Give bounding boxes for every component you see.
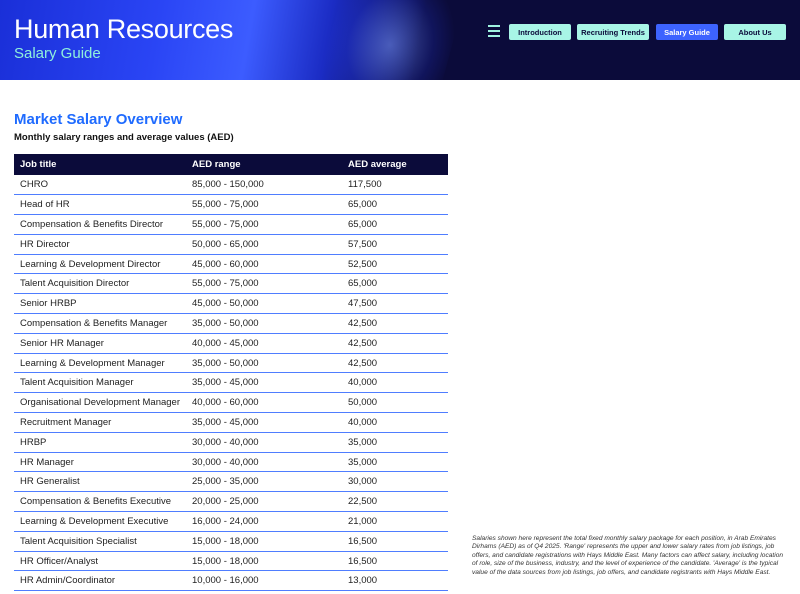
aed-range-cell: 35,000 - 45,000 xyxy=(186,413,342,433)
aed-average-cell: 47,500 xyxy=(342,294,448,314)
aed-range-cell: 35,000 - 50,000 xyxy=(186,314,342,334)
aed-range-cell: 40,000 - 60,000 xyxy=(186,393,342,413)
table-header-row xyxy=(14,154,448,175)
aed-average-cell: 40,000 xyxy=(342,373,448,393)
table-row xyxy=(14,472,448,492)
salary-footnote: Salaries shown here represent the total fixed monthly salary package for each position, in Arab Emirates Dirhams (AED) as of Q4 2025. 'Range' represents the upper and lower salary rates from job listings, job offers, and candidate registrations with Hays Middle East. Many factors can affect salary, including location of role, size of the business, industry, and the level of experience of the candidate. 'Average' is the typical value of the data sources from job listings, job offers, and candidate registrants with Hays Middle East. xyxy=(472,535,784,576)
aed-average-cell: 35,000 xyxy=(342,432,448,452)
table-row xyxy=(14,571,448,591)
table-row xyxy=(14,531,448,551)
aed-range-cell: 40,000 - 45,000 xyxy=(186,333,342,353)
aed-range-cell: 10,000 - 16,000 xyxy=(186,571,342,591)
aed-range-cell: 30,000 - 40,000 xyxy=(186,432,342,452)
aed-range-cell: 35,000 - 45,000 xyxy=(186,373,342,393)
nav-salary-guide-button[interactable]: Salary Guide xyxy=(656,24,718,40)
job-title-cell: Organisational Development Manager xyxy=(14,393,186,413)
aed-range-cell: 35,000 - 50,000 xyxy=(186,353,342,373)
job-title-cell: Talent Acquisition Specialist xyxy=(14,531,186,551)
job-title-cell: Compensation & Benefits Director xyxy=(14,215,186,235)
job-title-cell: HR Manager xyxy=(14,452,186,472)
aed-range-cell: 45,000 - 60,000 xyxy=(186,254,342,274)
aed-average-cell: 21,000 xyxy=(342,512,448,532)
aed-average-cell: 117,500 xyxy=(342,175,448,195)
section-title: Market Salary Overview xyxy=(14,111,183,128)
job-title-cell: Head of HR xyxy=(14,195,186,215)
job-title-cell: HR Officer/Analyst xyxy=(14,551,186,571)
job-title-cell: Talent Acquisition Manager xyxy=(14,373,186,393)
table-row xyxy=(14,195,448,215)
aed-range-cell: 25,000 - 35,000 xyxy=(186,472,342,492)
aed-range-cell: 16,000 - 24,000 xyxy=(186,512,342,532)
aed-range-cell: 15,000 - 18,000 xyxy=(186,551,342,571)
table-row xyxy=(14,452,448,472)
aed-average-cell: 57,500 xyxy=(342,234,448,254)
table-row xyxy=(14,373,448,393)
table-row xyxy=(14,353,448,373)
table-row xyxy=(14,512,448,532)
aed-range-cell: 55,000 - 75,000 xyxy=(186,195,342,215)
column-header-aed-range: AED range xyxy=(186,154,342,175)
table-row xyxy=(14,254,448,274)
aed-range-cell: 45,000 - 50,000 xyxy=(186,294,342,314)
aed-range-cell: 55,000 - 75,000 xyxy=(186,215,342,235)
table-row xyxy=(14,432,448,452)
job-title-cell: HR Director xyxy=(14,234,186,254)
job-title-cell: Recruitment Manager xyxy=(14,413,186,433)
section-subtitle: Monthly salary ranges and average values (AED) xyxy=(14,132,234,143)
table-row xyxy=(14,294,448,314)
table-row xyxy=(14,274,448,294)
aed-average-cell: 52,500 xyxy=(342,254,448,274)
header-glow-graphic xyxy=(313,0,468,80)
table-row xyxy=(14,393,448,413)
aed-average-cell: 65,000 xyxy=(342,274,448,294)
aed-average-cell: 42,500 xyxy=(342,353,448,373)
aed-average-cell: 13,000 xyxy=(342,571,448,591)
aed-range-cell: 50,000 - 65,000 xyxy=(186,234,342,254)
aed-range-cell: 15,000 - 18,000 xyxy=(186,531,342,551)
aed-range-cell: 55,000 - 75,000 xyxy=(186,274,342,294)
job-title-cell: HRBP xyxy=(14,432,186,452)
column-header-job-title: Job title xyxy=(14,154,186,175)
table-row xyxy=(14,175,448,195)
table-row xyxy=(14,492,448,512)
aed-average-cell: 22,500 xyxy=(342,492,448,512)
table-row xyxy=(14,551,448,571)
aed-average-cell: 65,000 xyxy=(342,195,448,215)
job-title-cell: HR Generalist xyxy=(14,472,186,492)
aed-range-cell: 20,000 - 25,000 xyxy=(186,492,342,512)
aed-average-cell: 30,000 xyxy=(342,472,448,492)
job-title-cell: Senior HRBP xyxy=(14,294,186,314)
aed-average-cell: 35,000 xyxy=(342,452,448,472)
hamburger-menu-icon[interactable] xyxy=(488,25,500,37)
salary-table xyxy=(14,154,448,591)
job-title-cell: Compensation & Benefits Manager xyxy=(14,314,186,334)
page-header xyxy=(0,0,800,80)
aed-range-cell: 30,000 - 40,000 xyxy=(186,452,342,472)
aed-average-cell: 16,500 xyxy=(342,531,448,551)
table-row xyxy=(14,215,448,235)
job-title-cell: Learning & Development Executive xyxy=(14,512,186,532)
nav-recruiting-trends-button[interactable]: Recruiting Trends xyxy=(577,24,649,40)
page-subtitle: Salary Guide xyxy=(14,45,101,62)
job-title-cell: CHRO xyxy=(14,175,186,195)
aed-average-cell: 40,000 xyxy=(342,413,448,433)
aed-range-cell: 85,000 - 150,000 xyxy=(186,175,342,195)
aed-average-cell: 16,500 xyxy=(342,551,448,571)
table-row xyxy=(14,413,448,433)
job-title-cell: Learning & Development Manager xyxy=(14,353,186,373)
job-title-cell: Senior HR Manager xyxy=(14,333,186,353)
page-title: Human Resources xyxy=(14,14,234,44)
nav-introduction-button[interactable]: Introduction xyxy=(509,24,571,40)
aed-average-cell: 50,000 xyxy=(342,393,448,413)
table-row xyxy=(14,234,448,254)
table-row xyxy=(14,333,448,353)
job-title-cell: HR Admin/Coordinator xyxy=(14,571,186,591)
table-row xyxy=(14,314,448,334)
aed-average-cell: 42,500 xyxy=(342,333,448,353)
nav-about-us-button[interactable]: About Us xyxy=(724,24,786,40)
aed-average-cell: 42,500 xyxy=(342,314,448,334)
job-title-cell: Compensation & Benefits Executive xyxy=(14,492,186,512)
column-header-aed-average: AED average xyxy=(342,154,448,175)
aed-average-cell: 65,000 xyxy=(342,215,448,235)
job-title-cell: Talent Acquisition Director xyxy=(14,274,186,294)
job-title-cell: Learning & Development Director xyxy=(14,254,186,274)
